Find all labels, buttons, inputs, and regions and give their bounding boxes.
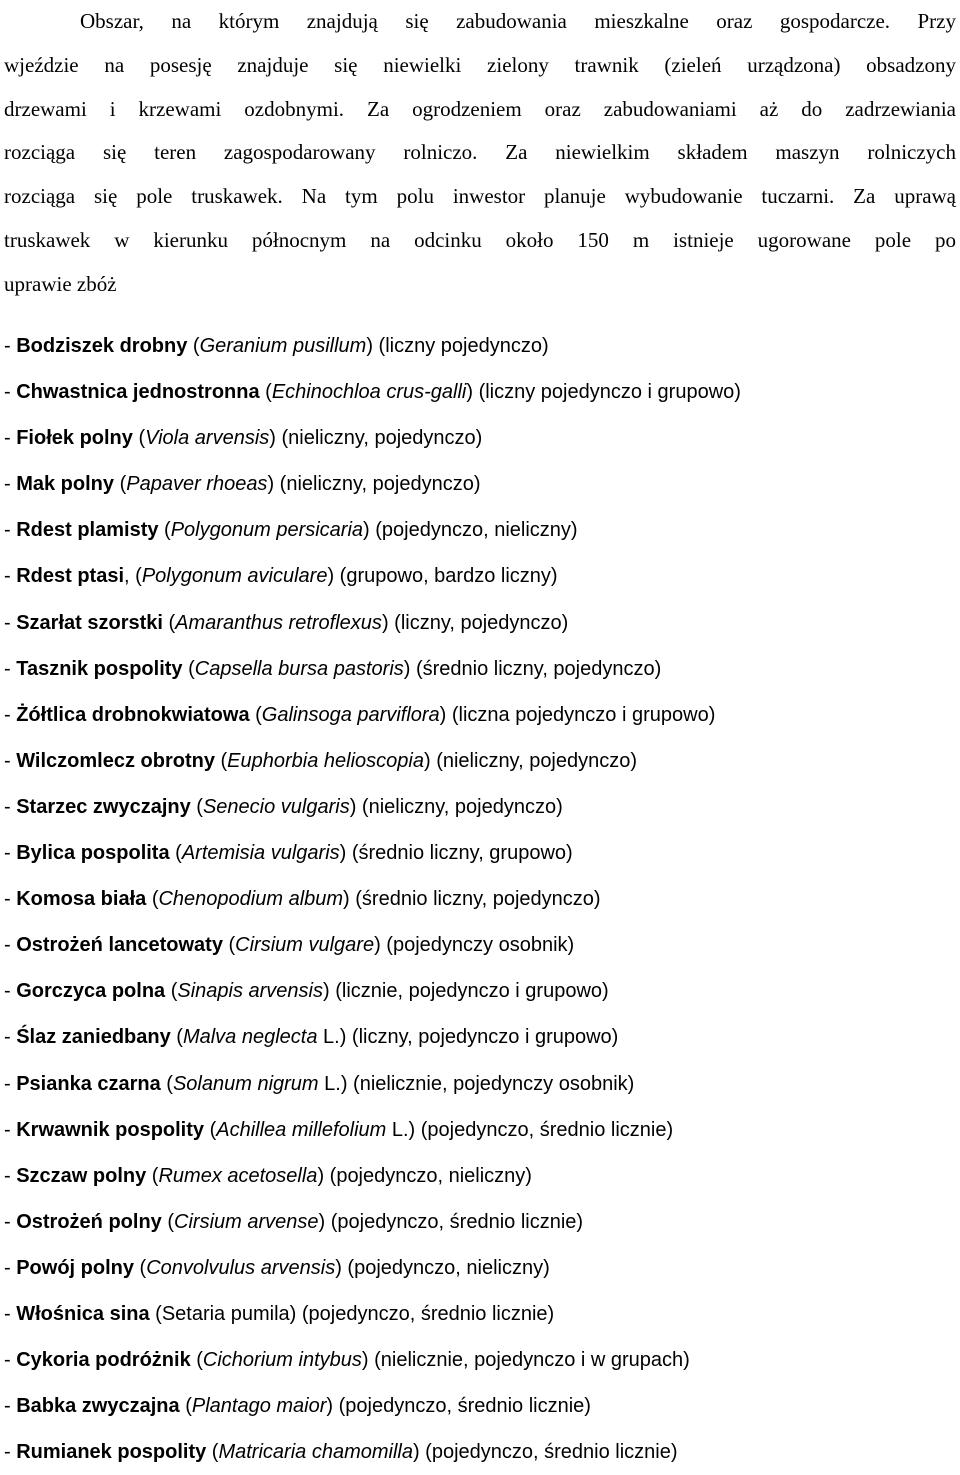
intro-line: rozciąga się teren zagospodarowany rolniczo. Za niewielkim składem maszyn rolniczych — [4, 140, 956, 165]
item-separator: ( — [161, 1210, 175, 1233]
species-latin-name: Malva neglecta — [182, 1026, 318, 1049]
item-prefix: - — [4, 1118, 17, 1141]
species-abundance: ) (nieliczny, pojedynczo) — [423, 749, 638, 772]
species-abundance: ) (liczny pojedynczo) — [366, 335, 549, 357]
species-latin-name: Geranium pusillum — [199, 335, 367, 357]
species-common-name: Wilczomlecz obrotny — [16, 749, 215, 772]
item-prefix: - — [4, 795, 17, 818]
species-latin-name: Amaranthus retroflexus — [175, 611, 382, 634]
item-separator: ( — [160, 1072, 173, 1095]
list-item — [4, 1061, 956, 1107]
item-prefix: - — [4, 1395, 17, 1418]
list-item — [4, 784, 956, 830]
item-prefix: - — [4, 1256, 17, 1279]
species-common-name: Rdest plamisty — [16, 519, 159, 542]
species-common-name: Babka zwyczajna — [16, 1395, 180, 1418]
list-item — [4, 415, 956, 461]
species-abundance: ) (pojedynczo, nieliczny) — [317, 1164, 532, 1187]
item-prefix: - — [4, 703, 17, 726]
item-prefix: - — [4, 1349, 17, 1372]
species-abundance: ) (pojedynczo, średnio licznie) — [318, 1210, 584, 1233]
item-separator: ( — [169, 842, 182, 865]
item-separator: ( — [132, 427, 146, 450]
species-abundance: ) (pojedynczo, nieliczny) — [363, 519, 578, 542]
item-separator: ( — [114, 473, 127, 496]
list-item — [4, 369, 956, 415]
item-separator: ( — [259, 381, 272, 404]
item-prefix: - — [4, 473, 17, 496]
species-abundance: ) (liczny, pojedynczo) — [381, 611, 569, 634]
species-abundance: L.) (liczny, pojedynczo i grupowo) — [317, 1026, 619, 1049]
item-prefix: - — [4, 611, 17, 634]
item-prefix: - — [4, 1210, 17, 1233]
item-prefix: - — [4, 335, 17, 357]
species-common-name: Gorczyca polna — [16, 980, 166, 1003]
list-item — [4, 323, 956, 369]
list-item — [4, 1014, 956, 1060]
species-common-name: Psianka czarna — [16, 1072, 161, 1095]
item-prefix: - — [4, 1441, 17, 1464]
species-latin-name: Viola arvensis — [145, 427, 270, 450]
species-common-name: Powój polny — [16, 1256, 134, 1279]
species-latin-name: Cirsium vulgare — [235, 934, 375, 957]
species-latin-name: Solanum nigrum — [172, 1072, 319, 1095]
species-common-name: Chwastnica jednostronna — [16, 381, 260, 404]
species-abundance: ) (nieliczny, pojedynczo) — [349, 795, 563, 818]
item-separator: ( — [206, 1441, 219, 1464]
species-abundance: ) (nielicznie, pojedynczo i w grupach) — [361, 1349, 690, 1372]
species-latin-name: Rumex acetosella — [158, 1164, 318, 1187]
item-prefix: - — [4, 519, 17, 542]
item-separator: ( — [158, 519, 171, 542]
item-separator: ( — [179, 1395, 192, 1418]
item-separator: ( — [165, 980, 178, 1003]
intro-line: drzewami i krzewami ozdobnymi. Za ogrodzeniem oraz zabudowaniami aż do zadrzewiania — [4, 96, 956, 121]
species-abundance: ) (pojedynczo, nieliczny) — [335, 1256, 550, 1279]
item-prefix: - — [4, 980, 17, 1003]
list-item — [4, 876, 956, 922]
species-abundance: ) (liczna pojedynczo i grupowo) — [439, 703, 716, 726]
item-separator: ( — [190, 795, 203, 818]
item-separator: ( — [149, 1302, 162, 1325]
item-separator: ( — [146, 1164, 159, 1187]
species-latin-name: Echinochloa crus-galli — [271, 381, 467, 404]
species-abundance: ) (grupowo, bardzo liczny) — [327, 565, 558, 588]
species-abundance: ) (pojedynczo, średnio licznie) — [326, 1395, 591, 1418]
item-separator: ( — [146, 888, 159, 911]
species-abundance: L.) (pojedynczo, średnio licznie) — [386, 1118, 674, 1141]
item-prefix: - — [4, 842, 17, 865]
species-latin-name: Setaria pumila — [161, 1302, 290, 1325]
species-abundance: L.) (nielicznie, pojedynczy osobnik) — [318, 1072, 635, 1095]
list-item — [4, 1199, 956, 1245]
list-item — [4, 553, 956, 599]
list-item — [4, 738, 956, 784]
item-prefix: - — [4, 657, 17, 680]
list-item — [4, 922, 956, 968]
species-common-name: Żółtlica drobnokwiatowa — [16, 703, 250, 726]
species-abundance: ) (pojedynczo, średnio licznie) — [289, 1302, 555, 1325]
species-common-name: Mak polny — [16, 473, 115, 496]
item-prefix: - — [4, 381, 17, 404]
item-prefix: - — [4, 934, 17, 957]
species-abundance: ) (nieliczny, pojedynczo) — [267, 473, 481, 496]
item-separator: ( — [204, 1118, 217, 1141]
species-latin-name: Polygonum aviculare — [141, 565, 328, 588]
species-abundance: ) (średnio liczny, pojedynczo) — [343, 888, 601, 911]
species-abundance: ) (pojedynczo, średnio licznie) — [412, 1441, 678, 1464]
list-item — [4, 692, 956, 738]
species-common-name: Bylica pospolita — [16, 842, 170, 865]
species-common-name: Fiołek polny — [16, 427, 133, 450]
intro-line: uprawie zbóż — [4, 271, 117, 296]
species-latin-name: Cichorium intybus — [202, 1349, 362, 1372]
species-common-name: Szczaw polny — [16, 1164, 147, 1187]
species-latin-name: Artemisia vulgaris — [181, 842, 340, 865]
item-separator: ( — [162, 611, 176, 634]
intro-line: wjeździe na posesję znajduje się niewielki zielony trawnik (zieleń urządzona) obsadzony — [4, 52, 956, 77]
list-item — [4, 1429, 956, 1475]
item-prefix: - — [4, 427, 17, 450]
species-latin-name: Euphorbia helioscopia — [227, 749, 424, 772]
species-common-name: Włośnica sina — [16, 1302, 150, 1325]
species-abundance: ) (średnio liczny, grupowo) — [339, 842, 573, 865]
species-abundance: ) (licznie, pojedynczo i grupowo) — [323, 980, 609, 1003]
species-common-name: Ślaz zaniedbany — [16, 1026, 171, 1049]
species-latin-name: Achillea millefolium — [216, 1118, 387, 1141]
item-prefix: - — [4, 1026, 17, 1049]
list-item — [4, 1291, 956, 1337]
species-latin-name: Matricaria chamomilla — [218, 1441, 413, 1464]
species-abundance: ) (nieliczny, pojedynczo) — [269, 427, 483, 450]
item-prefix: - — [4, 1164, 17, 1187]
species-common-name: Ostrożeń polny — [16, 1210, 162, 1233]
species-latin-name: Chenopodium album — [158, 888, 344, 911]
list-item — [4, 1383, 956, 1429]
intro-line: Obszar, na którym znajdują się zabudowania mieszkalne oraz gospodarcze. Przy — [80, 9, 956, 33]
species-list — [4, 323, 956, 1475]
species-latin-name: Capsella bursa pastoris — [194, 657, 404, 680]
species-abundance: ) (pojedynczy osobnik) — [374, 934, 575, 957]
species-latin-name: Senecio vulgaris — [202, 795, 350, 818]
item-prefix: - — [4, 565, 17, 588]
species-latin-name: Sinapis arvensis — [177, 980, 323, 1003]
species-common-name: Komosa biała — [16, 888, 147, 911]
item-separator: ( — [182, 657, 195, 680]
list-item — [4, 1153, 956, 1199]
species-latin-name: Plantago maior — [191, 1395, 327, 1418]
item-separator: ( — [134, 1256, 147, 1279]
item-separator: ( — [170, 1026, 183, 1049]
item-separator: ( — [222, 934, 236, 957]
item-prefix: - — [4, 1072, 17, 1095]
list-item — [4, 600, 956, 646]
list-item — [4, 1107, 956, 1153]
list-item — [4, 507, 956, 553]
item-separator: ( — [249, 703, 262, 726]
species-common-name: Bodziszek drobny — [16, 335, 188, 357]
item-prefix: - — [4, 749, 17, 772]
species-latin-name: Polygonum persicaria — [170, 519, 364, 542]
species-common-name: Cykoria podróżnik — [16, 1349, 191, 1372]
item-prefix: - — [4, 888, 17, 911]
species-latin-name: Cirsium arvense — [174, 1210, 319, 1233]
species-latin-name: Papaver rhoeas — [126, 473, 268, 496]
item-separator: ( — [214, 749, 228, 772]
item-separator: , ( — [124, 565, 142, 588]
item-separator: ( — [190, 1349, 203, 1372]
list-item — [4, 1245, 956, 1291]
list-item — [4, 1337, 956, 1383]
list-item — [4, 646, 956, 692]
species-common-name: Szarłat szorstki — [16, 611, 163, 634]
species-common-name: Rumianek pospolity — [16, 1441, 207, 1464]
species-latin-name: Convolvulus arvensis — [146, 1256, 336, 1279]
species-common-name: Rdest ptasi — [16, 565, 125, 588]
species-latin-name: Galinsoga parviflora — [261, 703, 440, 726]
species-common-name: Krwawnik pospolity — [16, 1118, 205, 1141]
species-common-name: Ostrożeń lancetowaty — [16, 934, 223, 957]
species-common-name: Tasznik pospolity — [16, 657, 183, 680]
list-item — [4, 968, 956, 1014]
list-item — [4, 461, 956, 507]
item-prefix: - — [4, 1302, 17, 1325]
intro-paragraph — [4, 0, 956, 307]
species-common-name: Starzec zwyczajny — [16, 795, 191, 818]
intro-line: rozciąga się pole truskawek. Na tym polu inwestor planuje wybudowanie tuczarni. Za uprawą — [4, 184, 956, 209]
list-item — [4, 830, 956, 876]
species-abundance: ) (średnio liczny, pojedynczo) — [403, 657, 662, 680]
species-abundance: ) (liczny pojedynczo i grupowo) — [466, 381, 741, 404]
item-separator: ( — [187, 335, 200, 357]
intro-line: truskawek w kierunku północnym na odcinku około 150 m istnieje ugorowane pole po — [4, 227, 956, 252]
